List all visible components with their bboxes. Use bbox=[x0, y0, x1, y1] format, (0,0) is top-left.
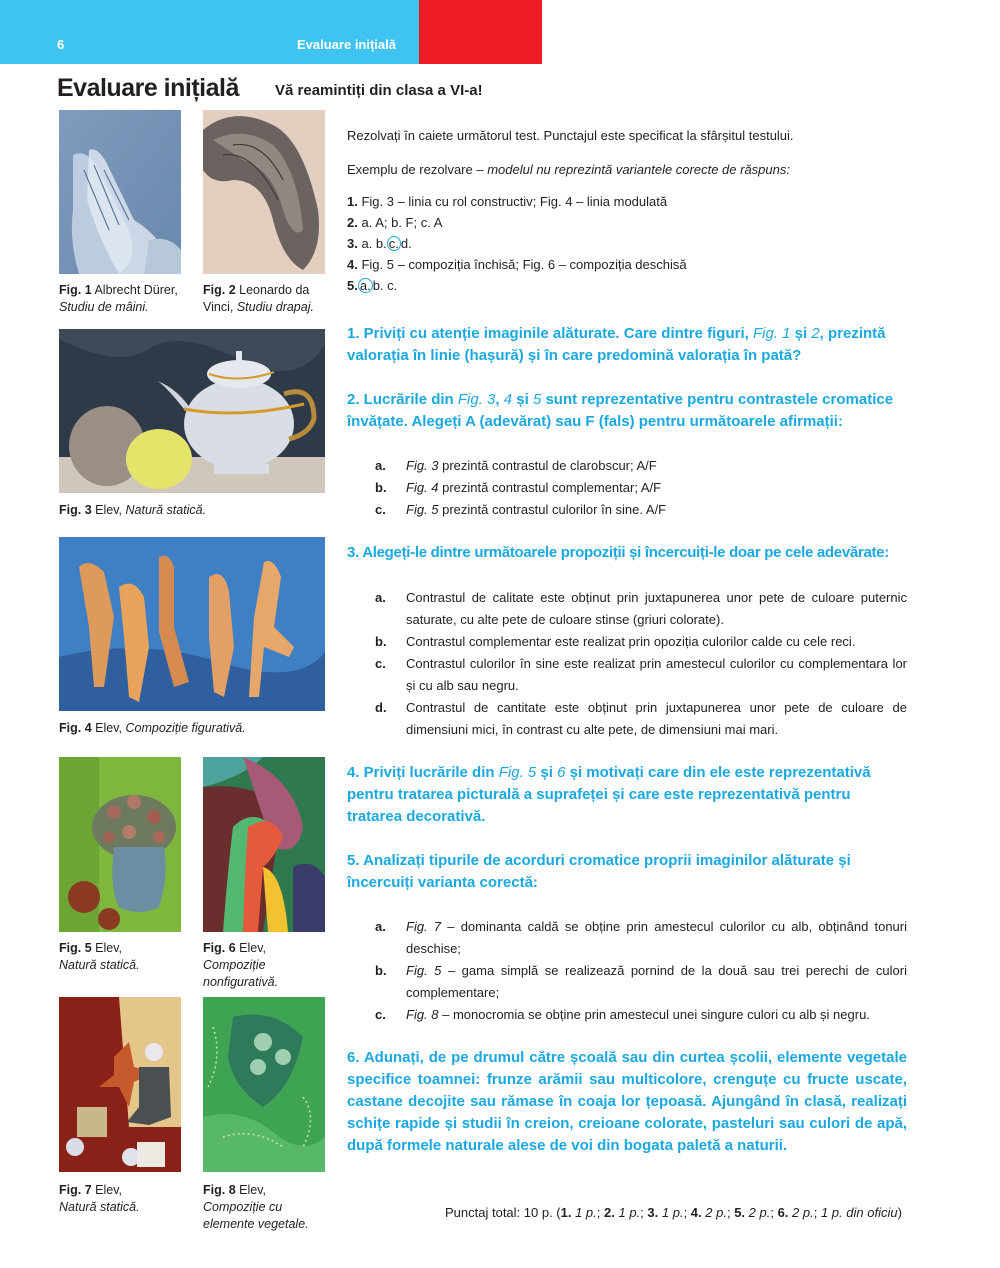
option-letter: a. bbox=[375, 458, 386, 473]
example-line-3 bbox=[347, 236, 412, 251]
figure-label: Fig. 7 bbox=[59, 1183, 92, 1197]
figure-2-image bbox=[203, 110, 325, 274]
example-num: 3. bbox=[347, 236, 358, 251]
option-letter: b. bbox=[375, 634, 387, 649]
option-text: Contrastul culorilor în sine este realizat prin amestecul culorilor cu complementara lor și cu alb sau negru. bbox=[406, 656, 907, 693]
figure-4-image bbox=[59, 537, 325, 711]
figure-1-image bbox=[59, 110, 181, 274]
question-5: 5. Analizați tipurile de acorduri cromatice proprii imaginilor alăturate și încercuiți varianta corectă: bbox=[347, 852, 851, 891]
score-total: Punctaj total: 10 p. (1. 1 p.; 2. 1 p.; 3. 1 p.; 4. 2 p.; 5. 2 p.; 6. 2 p.; 1 p. din oficiu) bbox=[445, 1205, 902, 1220]
score-pts: 2 p. bbox=[748, 1205, 771, 1220]
example-num: 2. bbox=[347, 215, 358, 230]
option-letter: c. bbox=[375, 656, 386, 671]
example-num: 5. bbox=[347, 278, 358, 293]
figure-label: Fig. 4 bbox=[59, 721, 92, 735]
q-text: , bbox=[495, 391, 504, 408]
score-num: 5. bbox=[734, 1205, 746, 1220]
option-letter: b. bbox=[375, 480, 387, 495]
figure-4-caption bbox=[59, 720, 325, 737]
header-bar bbox=[0, 0, 419, 64]
q-text: 4. Priviți lucrările din bbox=[347, 764, 499, 781]
figure-author: Elev, bbox=[95, 503, 123, 517]
example-lead-italic: modelul nu reprezintă variantele corecte de răspuns: bbox=[487, 162, 790, 177]
option-item bbox=[375, 653, 907, 697]
option-item bbox=[375, 587, 907, 631]
example-line-5 bbox=[347, 278, 397, 293]
option-fig-ref: Fig. 7 bbox=[406, 919, 442, 934]
q-text: și bbox=[790, 325, 812, 342]
score-pts: 1 p. bbox=[618, 1205, 641, 1220]
option-letter: d. bbox=[375, 700, 387, 715]
question-5-options bbox=[375, 916, 907, 1026]
figure-title: Compoziție nonfigurativă. bbox=[203, 958, 279, 989]
option-fig-ref: Fig. 4 bbox=[406, 480, 439, 495]
page-number: 6 bbox=[57, 37, 65, 52]
figure-1-caption bbox=[59, 282, 189, 316]
q-fig-ref: 5 bbox=[532, 391, 542, 408]
option-letter: a. bbox=[375, 919, 386, 934]
example-heading bbox=[347, 162, 790, 177]
figure-title: Compoziție figurativă. bbox=[125, 721, 246, 735]
option-item bbox=[375, 916, 907, 960]
figure-title: Studiu drapaj. bbox=[236, 300, 314, 314]
figure-label: Fig. 8 bbox=[203, 1183, 236, 1197]
option-fig-ref: Fig. 8 bbox=[406, 1007, 439, 1022]
figure-6-image bbox=[203, 757, 325, 932]
example-lead: Exemplu de rezolvare – bbox=[347, 162, 488, 177]
option-text: – monocromia se obține prin amestecul unei singure culori cu alb și negru. bbox=[438, 1007, 870, 1022]
intro-text: Rezolvați în caiete următorul test. Punctajul este specificat la sfârșitul testului. bbox=[347, 128, 794, 143]
score-lead: Punctaj total: 10 p. ( bbox=[445, 1205, 561, 1220]
figure-title: Natură statică. bbox=[59, 958, 140, 972]
q-text: și bbox=[512, 391, 533, 408]
option-text: Contrastul de calitate este obținut prin juxtapunerea unor pete de culoare puternic saturate, cu alte pete de culoare stinse (griuri colorate). bbox=[406, 590, 907, 627]
option-text: – dominanta caldă se obține prin amestecul culorilor cu alb, obținând tonuri deschise; bbox=[406, 919, 907, 956]
figure-2-caption bbox=[203, 282, 328, 316]
figure-title: Compoziție cu elemente vegetale. bbox=[203, 1200, 309, 1231]
q-text: sunt reprezentative pentru contrastele cromatice învățate. Alegeți A (adevărat) sau F (fals) pentru următoarele afirmații: bbox=[347, 391, 894, 430]
q-fig-ref: Fig. 1 bbox=[752, 325, 791, 342]
example-line-4 bbox=[347, 257, 687, 272]
figure-label: Fig. 5 bbox=[59, 941, 92, 955]
running-title: Evaluare inițială bbox=[297, 37, 396, 52]
score-close: ) bbox=[897, 1205, 902, 1220]
score-pts: 1 p. bbox=[661, 1205, 684, 1220]
figure-3-image bbox=[59, 329, 325, 493]
figure-6-caption bbox=[203, 940, 328, 991]
option-item bbox=[375, 631, 907, 653]
figure-author: Elev, bbox=[239, 941, 267, 955]
question-3: 3. Alegeți-le dintre următoarele propoziții și încercuiți-le doar pe cele adevărate: bbox=[347, 544, 889, 561]
page-title: Evaluare inițială bbox=[57, 74, 239, 102]
score-num: 1. bbox=[560, 1205, 572, 1220]
example-line-1 bbox=[347, 194, 667, 209]
score-num: 6. bbox=[777, 1205, 789, 1220]
q-text: și bbox=[536, 764, 558, 781]
example-text: Fig. 5 – compoziția închisă; Fig. 6 – compoziția deschisă bbox=[357, 257, 687, 272]
option-fig-ref: Fig. 5 bbox=[406, 963, 442, 978]
q-fig-ref: Fig. 5 bbox=[498, 764, 537, 781]
example-line-2 bbox=[347, 215, 442, 230]
option-letter: a. bbox=[375, 590, 386, 605]
example-text: d. bbox=[400, 236, 412, 251]
option-item bbox=[375, 477, 907, 499]
option-text: Contrastul complementar este realizat prin opoziția culorilor calde cu cele reci. bbox=[406, 634, 856, 649]
score-num: 4. bbox=[690, 1205, 702, 1220]
q-text: 2. Lucrările din bbox=[347, 391, 458, 408]
figure-label: Fig. 1 bbox=[59, 283, 92, 297]
question-2 bbox=[347, 389, 907, 433]
question-6: 6. Adunați, de pe drumul către școală sau din curtea școlii, elemente vegetale specifice toamnei: frunze arămii sau multicolore, crenguțe cu fructe uscate, castane decojite sau rămase în coaja lor țepoasă. Ajungând în clasă, realizați schițe rapide și studii în creion, creioane colorate, pasteluri sau culori de apă, după formele naturale alese de voi din bogata paletă a naturii. bbox=[347, 1049, 907, 1154]
example-text: a. A; b. F; c. A bbox=[357, 215, 443, 230]
q-text: și motivați care din ele este reprezentativă pentru tratarea picturală a suprafeței și care este reprezentativă pentru tratarea decorativă. bbox=[347, 764, 871, 825]
figure-author: Elev, bbox=[95, 721, 123, 735]
option-text: prezintă contrastul culorilor în sine. A/F bbox=[438, 502, 667, 517]
q-fig-ref: 6 bbox=[557, 764, 566, 781]
score-pts: 2 p. bbox=[705, 1205, 727, 1220]
figure-8-image bbox=[203, 997, 325, 1172]
example-text: b. c. bbox=[372, 278, 398, 293]
option-item bbox=[375, 499, 907, 521]
option-text: prezintă contrastul de clarobscur; A/F bbox=[438, 458, 657, 473]
question-1 bbox=[347, 323, 907, 367]
figure-5-caption bbox=[59, 940, 181, 974]
score-pts: 2 p. bbox=[792, 1205, 814, 1220]
option-text: Contrastul de cantitate este obținut prin juxtapunerea unor pete de culoare de dimensiuni mici, în contrast cu alte pete, de dimensiuni mai mari. bbox=[406, 700, 907, 737]
option-fig-ref: Fig. 5 bbox=[406, 502, 439, 517]
q-fig-ref: 4 bbox=[503, 391, 513, 408]
example-text: a. b. bbox=[357, 236, 387, 251]
score-num: 2. bbox=[604, 1205, 615, 1220]
figure-title: Studiu de mâini. bbox=[59, 300, 149, 314]
example-num: 1. bbox=[347, 194, 358, 209]
score-bonus: 1 p. din oficiu bbox=[820, 1205, 898, 1220]
option-letter: c. bbox=[375, 1007, 386, 1022]
figure-7-image bbox=[59, 997, 181, 1172]
figure-author: Leonardo da Vinci, bbox=[203, 283, 310, 314]
page-subtitle: Vă reamintiți din clasa a VI-a! bbox=[275, 82, 483, 99]
option-item bbox=[375, 1004, 907, 1026]
figure-title: Natură statică. bbox=[59, 1200, 140, 1214]
circled-answer: c. bbox=[388, 236, 399, 251]
question-3-options bbox=[375, 587, 907, 741]
option-text: – gama simplă se realizează pornind de la două sau trei perechi de culori complementare; bbox=[406, 963, 907, 1000]
option-fig-ref: Fig. 3 bbox=[406, 458, 439, 473]
figure-8-caption bbox=[203, 1182, 333, 1233]
option-letter: b. bbox=[375, 963, 387, 978]
figure-3-caption bbox=[59, 502, 325, 519]
option-item bbox=[375, 455, 907, 477]
figure-author: Elev, bbox=[95, 941, 123, 955]
option-letter: c. bbox=[375, 502, 386, 517]
figure-author: Elev, bbox=[239, 1183, 267, 1197]
circled-answer: a. bbox=[359, 278, 371, 293]
option-item bbox=[375, 960, 907, 1004]
example-num: 4. bbox=[347, 257, 358, 272]
figure-title: Natură statică. bbox=[125, 503, 207, 517]
figure-label: Fig. 6 bbox=[203, 941, 236, 955]
option-text: prezintă contrastul complementar; A/F bbox=[438, 480, 662, 495]
figure-author: Elev, bbox=[95, 1183, 123, 1197]
q-text: , prezintă valorația în linie (hașură) și în care predomină valorația în pată? bbox=[347, 325, 886, 364]
figure-label: Fig. 3 bbox=[59, 503, 92, 517]
figure-5-image bbox=[59, 757, 181, 932]
header-accent-block bbox=[419, 0, 542, 64]
option-item bbox=[375, 697, 907, 741]
q-fig-ref: Fig. 3 bbox=[457, 391, 496, 408]
question-2-options bbox=[375, 455, 907, 521]
example-text: Fig. 3 – linia cu rol constructiv; Fig. 4 – linia modulată bbox=[357, 194, 668, 209]
q-fig-ref: 2 bbox=[811, 325, 820, 342]
figure-label: Fig. 2 bbox=[203, 283, 236, 297]
q-text: 1. Priviți cu atenție imaginile alăturate. Care dintre figuri, bbox=[347, 325, 753, 342]
question-4 bbox=[347, 762, 907, 828]
figure-author: Albrecht Dürer, bbox=[94, 283, 178, 297]
score-pts: 1 p. bbox=[575, 1205, 597, 1220]
score-num: 3. bbox=[647, 1205, 659, 1220]
figure-7-caption bbox=[59, 1182, 181, 1216]
